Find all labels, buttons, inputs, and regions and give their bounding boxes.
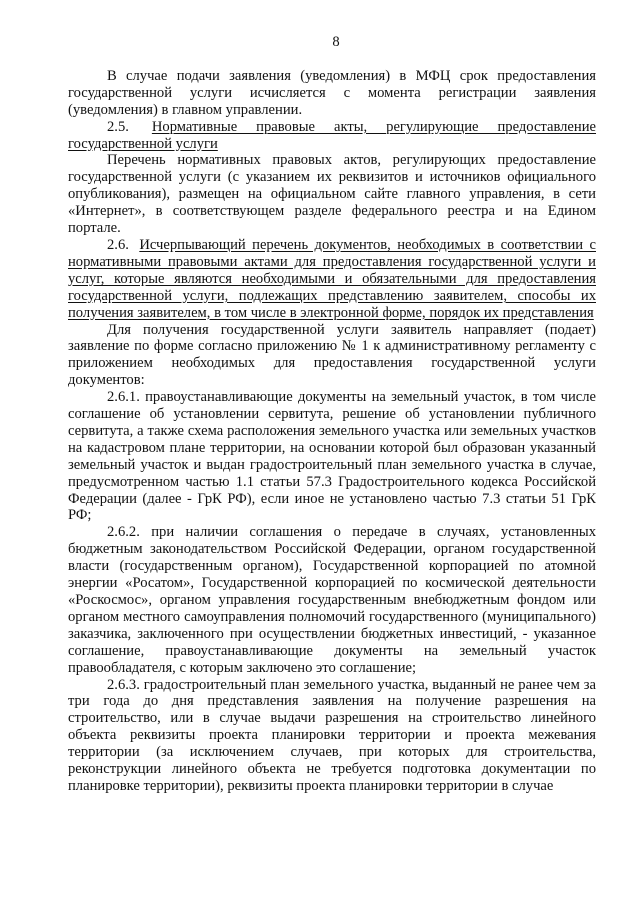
section-title-2-6: Исчерпывающий перечень документов, необходимых в соответствии с нормативными правовыми актами для предоставления государственной услуги и услуг, которые являются необходимыми и обязательными для предоставления государственной услуги, подлежащих представлению заявителем, способы их получения заявителем, в том числе в электронной форме, порядок их представления bbox=[68, 236, 596, 321]
section-heading-2-6 bbox=[68, 237, 596, 322]
section-heading-2-5 bbox=[68, 119, 596, 153]
section-number-2-5: 2.5. bbox=[107, 118, 129, 135]
page-number: 8 bbox=[332, 34, 340, 50]
paragraph-legal-acts: Перечень нормативных правовых актов, регулирующих предоставление государственной услуги (с указанием их реквизитов и источников официального опубликования), размещен на официальном сайте главного управления, в сети «Интернет», в соответствующем разделе федерального реестра и на Едином портале. bbox=[68, 152, 596, 237]
section-title-2-5: Нормативные правовые акты, регулирующие предоставление государственной услуги bbox=[68, 118, 597, 152]
paragraph-2-6-2: 2.6.2. при наличии соглашения о передаче в случаях, установленных бюджетным законодательством Российской Федерации, органом государственной власти (государственным органом), Государственной корпорацией по атомной энергии «Росатом», Государственной корпорацией по космической деятельности «Роскосмос», органом управления государственным внебюджетным фондом или органом местного самоуправления полномочий государственного (муниципального) заказчика, заключенного при осуществлении бюджетных инвестиций, - указанное соглашение, правоустанавливающие документы на земельный участок правообладателя, с которым заключено это соглашение; bbox=[68, 524, 596, 676]
section-number-2-6: 2.6. bbox=[107, 236, 129, 253]
paragraph-mfc-term: В случае подачи заявления (уведомления) в МФЦ срок предоставления государственной услуги исчисляется с момента регистрации заявления (уведомления) в главном управлении. bbox=[68, 67, 596, 118]
document-page bbox=[68, 34, 596, 795]
paragraph-2-6-3: 2.6.3. градостроительный план земельного участка, выданный не ранее чем за три года до дня представления заявления на получение разрешения на строительство, или в случае выдачи разрешения на строительство линейного объекта реквизиты проекта планировки территории и проекта межевания территории (за исключением случаев, при которых для строительства, реконструкции линейного объекта не требуется подготовка документации по планировке территории), реквизиты проекта планировки территории в случае bbox=[68, 676, 596, 794]
paragraph-2-6-1: 2.6.1. правоустанавливающие документы на земельный участок, в том числе соглашение об установлении сервитута, решение об установлении публичного сервитута, а также схема расположения земельного участка или земельных участков на кадастровом плане территории, на основании которой был образован указанный земельный участок и выдан градостроительный план земельного участка в случае, предусмотренном частью 1.1 статьи 57.3 Градостроительного кодекса Российской Федерации (далее - ГрК РФ), если иное не установлено частью 7.3 статьи 51 ГрК РФ; bbox=[68, 389, 596, 524]
paragraph-application: Для получения государственной услуги заявитель направляет (подает) заявление по форме согласно приложению № 1 к административному регламенту с приложением необходимых для предоставления государственной услуги документов: bbox=[68, 321, 596, 389]
